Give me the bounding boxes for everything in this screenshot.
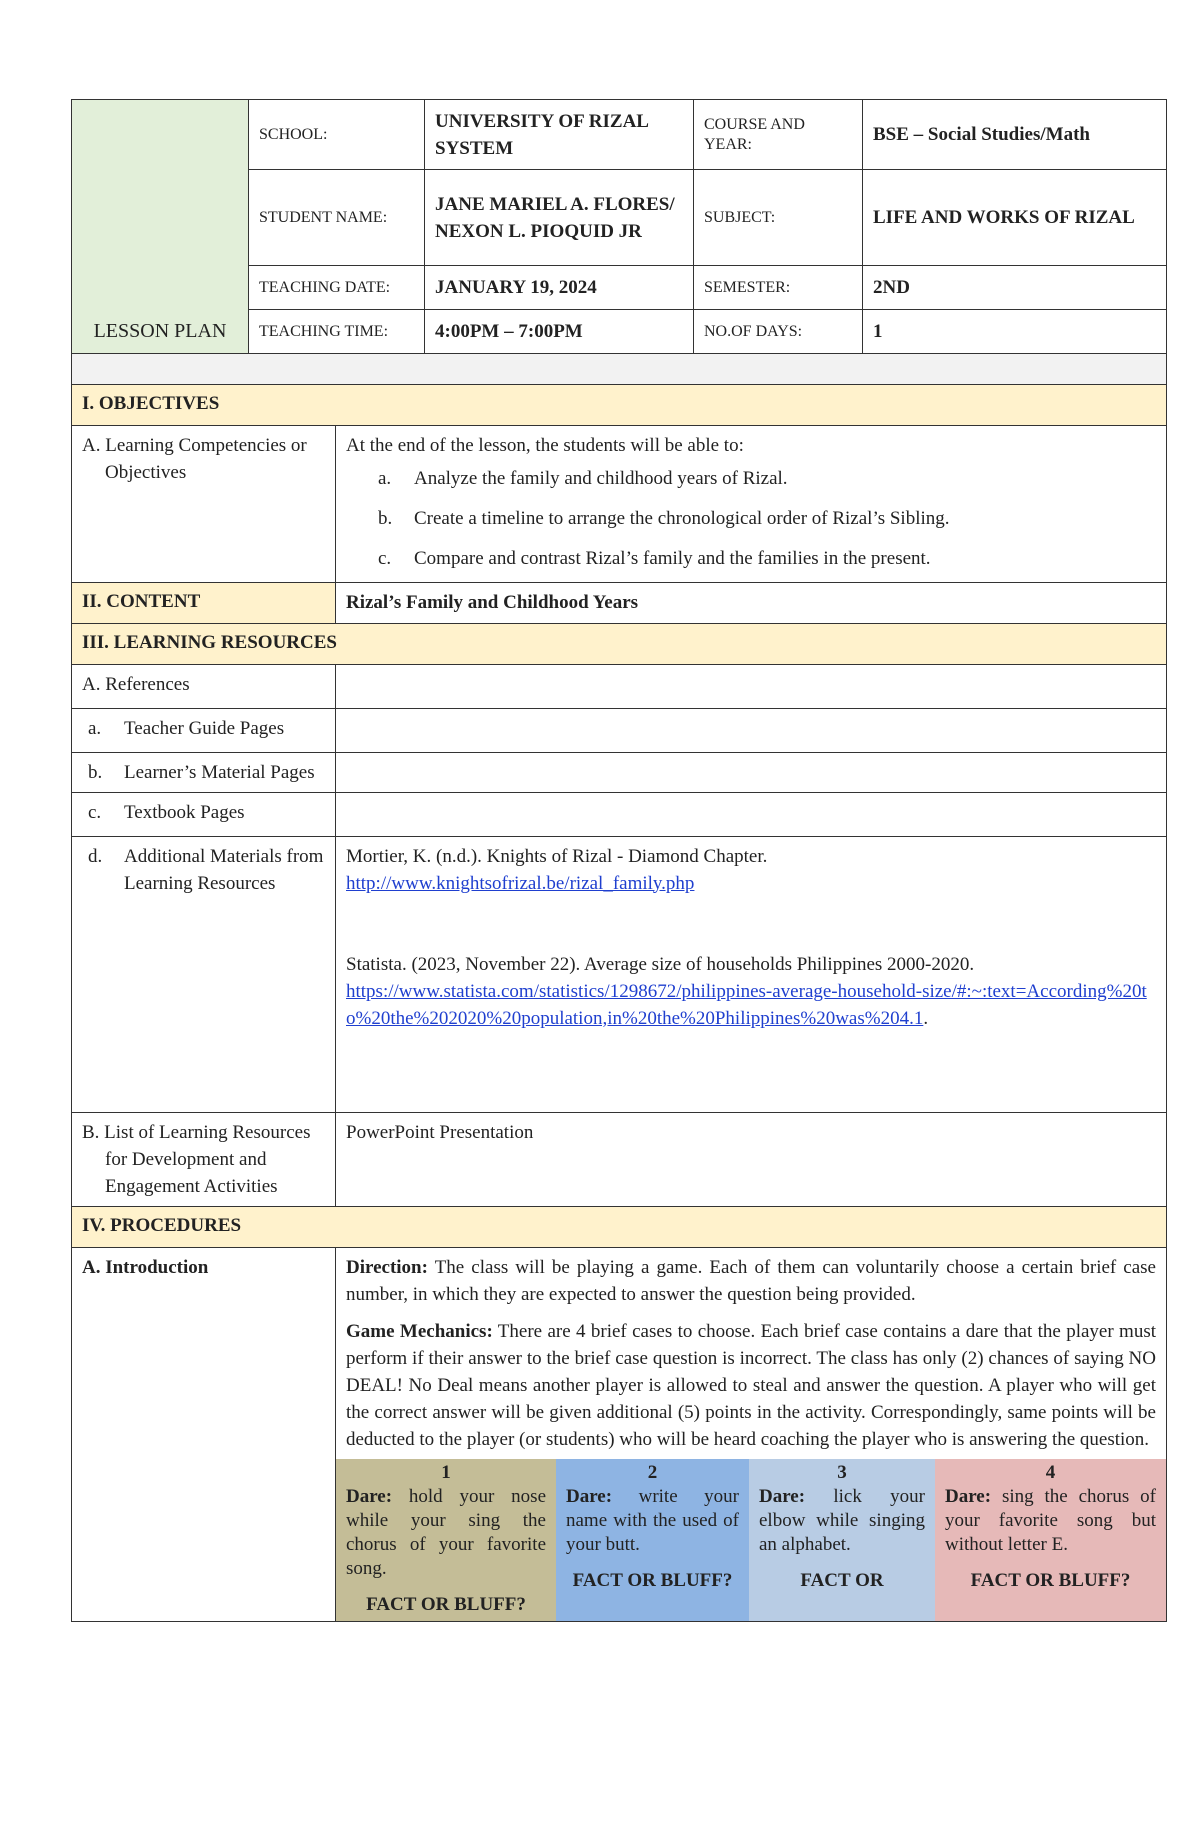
lesson-plan-label: LESSON PLAN [72, 100, 249, 354]
objectives-cell [336, 425, 1167, 582]
learning-resources-list-value: PowerPoint Presentation [336, 1112, 1167, 1206]
resources-heading: III. LEARNING RESOURCES [72, 623, 1167, 664]
school-value: UNIVERSITY OF RIZAL SYSTEM [425, 100, 694, 170]
subject-label: SUBJECT: [694, 170, 863, 266]
mechanics-paragraph: Game Mechanics: There are 4 brief cases to choose. Each brief case contains a dare that the player must perform if their answer to the brief case question is incorrect. The class has only (2) chances of saying NO DEAL! No Deal means another player is allowed to steal and answer the question. A player who will get the correct answer will be given additional (5) points in the activity. Correspondingly, same points will be deducted to the player (or students) who will be heard coaching the player who is answering the question. [346, 1320, 1157, 1450]
semester-value: 2ND [863, 266, 1167, 310]
subject-value: LIFE AND WORKS OF RIZAL [863, 170, 1167, 266]
textbook-value [336, 792, 1167, 836]
additional-materials-value: Mortier, K. (n.d.). Knights of Rizal - Diamond Chapter. http://www.knightsofrizal.be/rizal_family.php Statista. (2023, November 22). Average size of households Philippines 2000-2020. https://www.statista.com/statistics/1298672/philippines-average-household-size/#:~:text=According%20to%20the%202020%20population,in%20the%20Philippines%20was%204.1. [336, 836, 1167, 1112]
semester-label: SEMESTER: [694, 266, 863, 310]
lesson-table [71, 353, 1167, 1622]
reference-2-text: Statista. (2023, November 22). Average size of households Philippines 2000-2020. [346, 953, 975, 975]
additional-materials-label: d. Additional Materials from Learning Resources [72, 836, 336, 1112]
spacer-row [72, 353, 1167, 384]
teaching-time-value: 4:00PM – 7:00PM [425, 310, 694, 354]
objective-item: c. Compare and contrast Rizal’s family and the families in the present. [378, 547, 931, 569]
objective-item: b. Create a timeline to arrange the chronological order of Rizal’s Sibling. [378, 507, 950, 529]
references-value [336, 664, 1167, 708]
lesson-plan-document [71, 99, 1167, 1622]
objective-item: a. Analyze the family and childhood years of Rizal. [378, 467, 788, 489]
days-value: 1 [863, 310, 1167, 354]
content-value: Rizal’s Family and Childhood Years [336, 582, 1167, 623]
header-table [71, 99, 1167, 354]
days-label: NO.OF DAYS: [694, 310, 863, 354]
course-label: COURSE AND YEAR: [694, 100, 863, 170]
teacher-guide-value [336, 708, 1167, 752]
teaching-time-label: TEACHING TIME: [249, 310, 425, 354]
learning-resources-list-label: B. List of Learning Resources for Development and Engagement Activities [72, 1112, 336, 1206]
introduction-cell [336, 1247, 1167, 1621]
objectives-intro: At the end of the lesson, the students will be able to: [346, 434, 744, 456]
learner-material-value [336, 752, 1167, 792]
school-label: SCHOOL: [249, 100, 425, 170]
reference-1-text: Mortier, K. (n.d.). Knights of Rizal - Diamond Chapter. [346, 845, 768, 867]
reference-1-link[interactable]: http://www.knightsofrizal.be/rizal_family.php [346, 872, 695, 894]
teaching-date-value: JANUARY 19, 2024 [425, 266, 694, 310]
dare-box-2[interactable]: 2 Dare: write your name with the used of your butt. FACT OR BLUFF? [556, 1459, 749, 1621]
dare-boxes [336, 1459, 1166, 1621]
student-name-value: JANE MARIEL A. FLORES/ NEXON L. PIOQUID JR [425, 170, 694, 266]
content-heading: II. CONTENT [72, 582, 336, 623]
course-value: BSE – Social Studies/Math [863, 100, 1167, 170]
dare-box-1[interactable]: 1 Dare: hold your nose while your sing the chorus of your favorite song. FACT OR BLUFF? [336, 1459, 556, 1621]
student-name-label: STUDENT NAME: [249, 170, 425, 266]
dare-box-3[interactable]: 3 Dare: lick your elbow while singing an alphabet. FACT OR [749, 1459, 935, 1621]
objectives-list [346, 465, 1156, 572]
objectives-label: A. Learning Competencies or Objectives [72, 425, 336, 582]
teaching-date-label: TEACHING DATE: [249, 266, 425, 310]
procedures-heading: IV. PROCEDURES [72, 1206, 1167, 1247]
textbook-label: c. Textbook Pages [72, 792, 336, 836]
objectives-heading: I. OBJECTIVES [72, 384, 1167, 425]
reference-2-link[interactable]: https://www.statista.com/statistics/1298672/philippines-average-household-size/#:~:text=According%20to%20the%202020%20population,in%20the%20Philippines%20was%204.1 [346, 980, 1147, 1029]
direction-paragraph: Direction: The class will be playing a game. Each of them can voluntarily choose a certain brief case number, in which they are expected to answer the question being provided. [346, 1256, 1156, 1305]
learner-material-label: b. Learner’s Material Pages [72, 752, 336, 792]
dare-box-4[interactable]: 4 Dare: sing the chorus of your favorite song but without letter E. FACT OR BLUFF? [935, 1459, 1166, 1621]
references-label: A. References [72, 664, 336, 708]
introduction-label: A. Introduction [72, 1247, 336, 1621]
teacher-guide-label: a. Teacher Guide Pages [72, 708, 336, 752]
